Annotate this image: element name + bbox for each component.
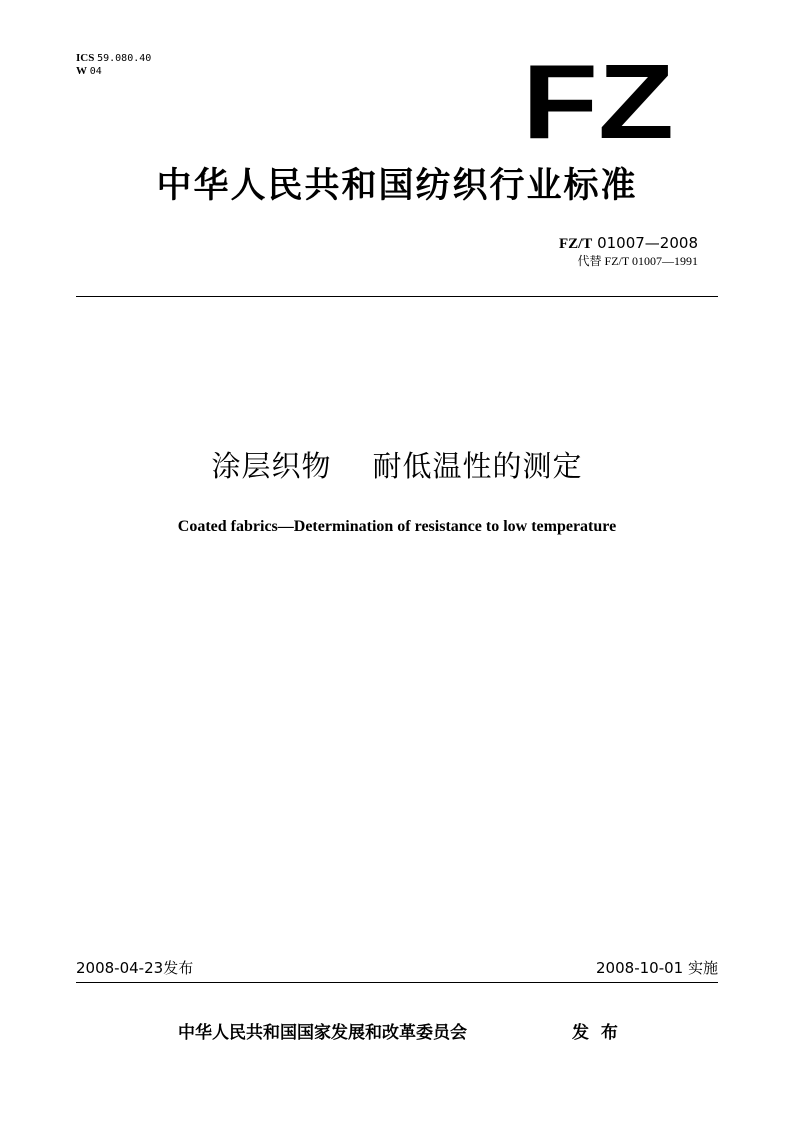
publish-label: 发 布 [572, 1023, 618, 1043]
document-title-zh [0, 446, 794, 486]
classification-code: 04 [89, 66, 102, 77]
implementation-date [596, 957, 718, 979]
document-title-zh-part2: 耐低温性的测定 [372, 449, 583, 483]
ics-label: ICS [76, 52, 95, 64]
fz-logo [521, 56, 675, 140]
replaces-standard: 代替 FZ/T 01007—1991 [577, 254, 698, 268]
implementation-date-value: 2008-10-01 [596, 959, 684, 977]
implementation-date-label: 实施 [687, 959, 718, 977]
document-title-en: Coated fabrics—Determination of resistance to low temperature [177, 518, 617, 535]
standard-number [559, 233, 698, 254]
fz-logo-text: FZ [522, 56, 674, 140]
document-title-zh-part1: 涂层织物 [211, 449, 332, 483]
footer-divider [76, 982, 718, 983]
classification-number [76, 65, 102, 78]
issue-date-label: 发布 [163, 959, 194, 977]
standard-number-value: 01007—2008 [597, 234, 698, 252]
publisher: 中华人民共和国国家发展和改革委员会 [178, 1023, 467, 1043]
issue-date-value: 2008-04-23 [76, 959, 164, 977]
ics-code: 59.080.40 [97, 53, 152, 64]
classification-label: W [76, 65, 87, 77]
standard-type-title: 中华人民共和国纺织行业标准 [156, 166, 638, 206]
header-divider [76, 296, 718, 297]
standard-number-prefix: FZ/T [558, 236, 593, 252]
issue-date [76, 957, 193, 979]
ics-number [76, 52, 151, 65]
